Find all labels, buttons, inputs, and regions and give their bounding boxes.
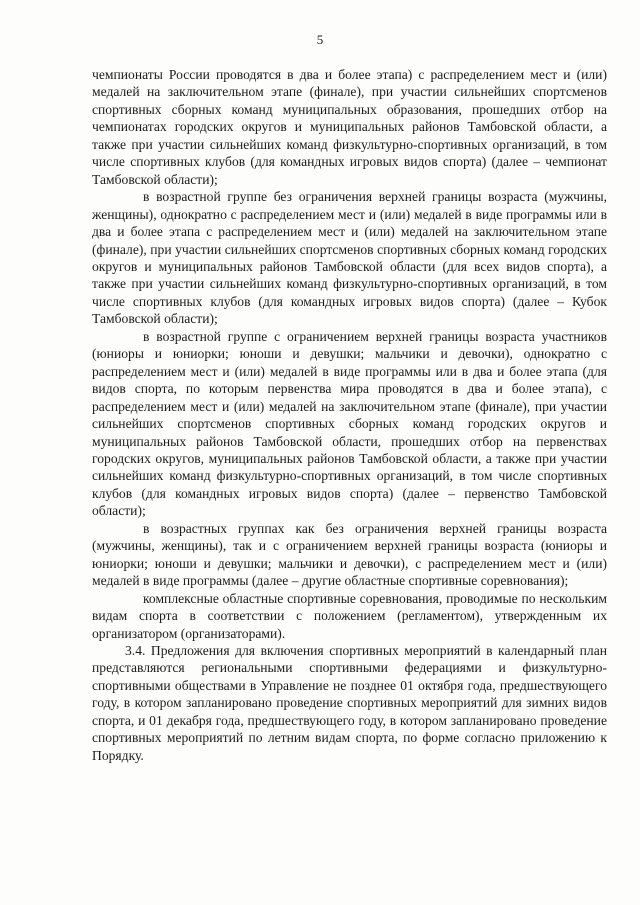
paragraph-cup: в возрастной группе без ограничения верхней границы возраста (мужчины, женщины), однократно с распределением мест и (или) медалей в виде программы или в два и более этапа с распределением мест и (или) медалей на заключительном этапе (финале), при участии сильнейших спортсменов спортивных сборных команд городских округов и муниципальных районов Тамбовской области (для всех видов спорта), а также при участии сильнейших команд физкультурно-спортивных организаций, в том числе спортивных клубов (для командных игровых видов спорта) (далее – Кубок Тамбовской области); xyxy=(92,189,607,327)
paragraph-youth-championship: в возрастной группе с ограничением верхней границы возраста участников (юниоры и юниорки; юноши и девушки; мальчики и девочки), однократно с распределением мест и (или) медалей в виде программы или в два и более этапа (для видов спорта, по которым первенства мира проводятся в два и более этапа), с распределением мест и (или) медалей на заключительном этапе (финале), при участии сильнейших спортсменов спортивных сборных команд городских округов и муниципальных районов Тамбовской области, прошедших отбор на первенствах городских округов, муниципальных районов Тамбовской области, а также при участии сильнейших команд физкультурно-спортивных организаций, в том числе спортивных клубов (для командных игровых видов спорта) (далее – первенство Тамбовской области); xyxy=(92,328,607,519)
document-body xyxy=(92,66,607,764)
paragraph-complex-competitions: комплексные областные спортивные соревнования, проводимые по нескольким видам спорта в соответствии с положением (регламентом), утвержденным их организатором (организаторами). xyxy=(92,590,607,641)
paragraph-section-3-4: 3.4. Предложения для включения спортивных мероприятий в календарный план представляются региональными спортивными федерациями и физкультурно-спортивными обществами в Управление не позднее 01 октября года, предшествующего году, в котором запланировано проведение спортивных мероприятий для зимних видов спорта, и 01 декабря года, предшествующего году, в котором запланировано проведение спортивных мероприятий по летним видам спорта, по форме согласно приложению к Порядку. xyxy=(92,642,607,763)
paragraph-championship-continuation: чемпионаты России проводятся в два и более этапа) с распределением мест и (или) медалей на заключительном этапе (финале), при участии сильнейших спортсменов спортивных сборных команд муниципальных образования, прошедших отбор на чемпионатах городских округов и муниципальных районов Тамбовской области, а также при участии сильнейших команд физкультурно-спортивных организаций, в том числе спортивных клубов (для командных игровых видов спорта) (далее – чемпионат Тамбовской области); xyxy=(92,67,607,187)
page-number: 5 xyxy=(316,32,324,47)
paragraph-other-competitions: в возрастных группах как без ограничения верхней границы возраста (мужчины, женщины), так и с ограничением верхней границы возраста (юниоры и юниорки; юноши и девушки; мальчики и девочки), с распределением мест и (или) медалей в виде программы (далее – другие областные спортивные соревнования); xyxy=(92,520,607,589)
